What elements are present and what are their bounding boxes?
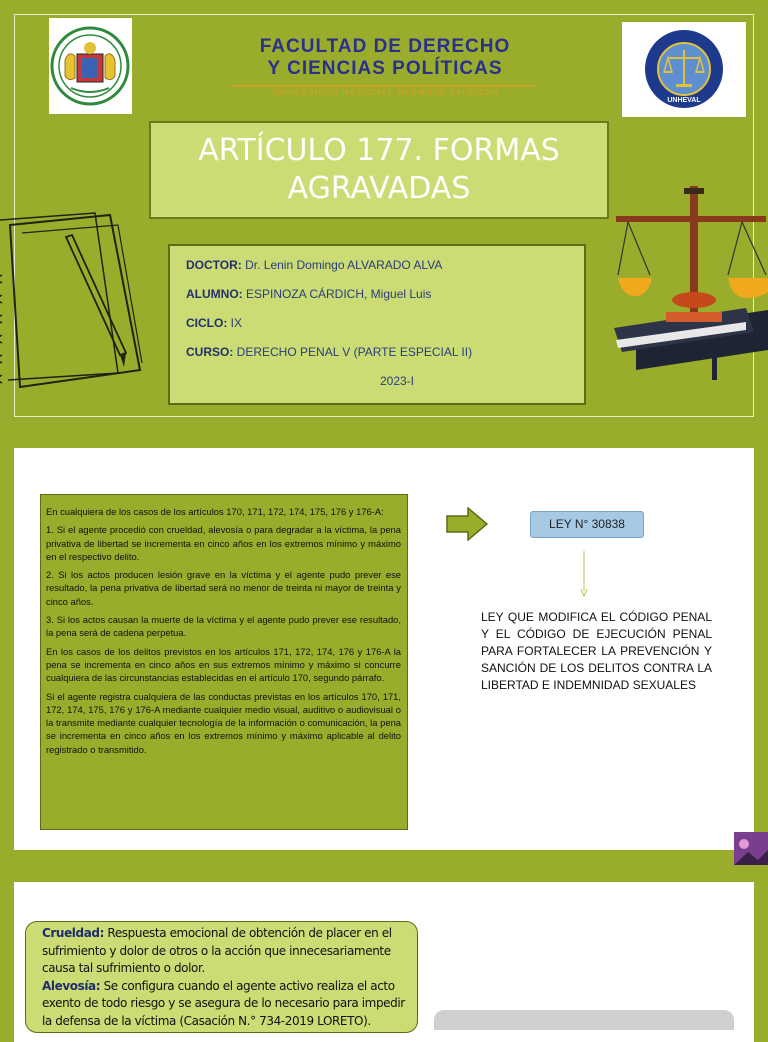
right-arrow-icon <box>446 507 488 541</box>
article-paragraph: 1. Si el agente procedió con crueldad, alevosía o para degradar a la víctima, la pena privativa de libertad se incrementa en cinco años en los extremos mínimo y máximo en el respectivo delito. <box>46 524 401 562</box>
info-alumno: ALUMNO: ESPINOZA CÁRDICH, Miguel Luis <box>186 287 432 301</box>
law-description: LEY QUE MODIFICA EL CÓDIGO PENAL Y EL CÓDIGO DE EJECUCIÓN PENAL PARA FORTALECER LA PREVENCIÓN Y SANCIÓN DE LOS DELITOS CONTRA LA LIBERTAD E INDEMNIDAD SEXUALES <box>481 610 712 692</box>
down-arrow-icon <box>580 551 588 597</box>
faculty-name: FACULTAD DE DERECHO Y CIENCIAS POLÍTICAS <box>259 36 511 79</box>
faculty-shield-logo <box>49 18 132 114</box>
definition-crueldad: Crueldad: Respuesta emocional de obtención de placer en el sufrimiento y dolor de otros o la acción que innecesariamente causa tal sufrimiento o dolor. <box>42 926 392 975</box>
thumbnail-image <box>734 832 768 865</box>
article-paragraph: 3. Si los actos causan la muerte de la víctima y el agente pudo prever ese resultado, la pena será de cadena perpetua. <box>46 614 401 639</box>
university-seal-logo <box>622 22 746 117</box>
definition-alevosia: Alevosía: Se configura cuando el agente activo realiza el acto exento de todo riesgo y se asegura de lo necesario para impedir la defensa de la víctima (Casación N.° 734-2019 LORETO). <box>42 978 405 1028</box>
info-ciclo: CICLO: IX <box>186 316 242 330</box>
info-year: 2023-I <box>379 374 415 388</box>
university-name: UNIVERSIDAD NACIONAL HERMILIO VALDIZAN <box>270 88 500 97</box>
seal-text: UNHEVAL <box>667 97 701 104</box>
scales-of-justice-icon <box>606 180 768 380</box>
info-curso: CURSO: DERECHO PENAL V (PARTE ESPECIAL II) <box>186 345 473 359</box>
article-paragraph: En los casos de los delitos previstos en los artículos 171, 172, 174, 176 y 176-A la pena se incrementa en cinco años en sus extremos mínimo y máximo si concurre cualquiera de las circunstancias establecidas en el artículo 170, segundo párrafo. <box>46 645 401 684</box>
presentation-title-box <box>149 121 609 219</box>
article-paragraph: En cualquiera de los casos de los artículos 170, 171, 172, 174, 175, 176 y 176-A: <box>46 506 384 517</box>
law-number-badge: LEY N° 30838 <box>530 511 644 538</box>
article-paragraph: Si el agente registra cualquiera de las conductas previstas en los artículos 170, 171, 172, 174, 175, 176 y 176-A mediante cualquier medio visual, auditivo o audiovisual o la transmite mediante cualquier tecnología de la información o comunicación, la pena se incrementa en cinco años en los extremos mínimo y máximo aplicable al delito registrado o transmitido. <box>46 690 401 755</box>
article-text-box <box>40 494 408 830</box>
partial-image <box>434 1010 734 1030</box>
notebook-illustration <box>0 205 150 395</box>
faculty-underline <box>232 85 534 87</box>
info-doctor: DOCTOR: Dr. Lenin Domingo ALVARADO ALVA <box>186 258 443 272</box>
article-paragraph: 2. Si los actos producen lesión grave en la víctima y el agente pudo prever ese resultado, la pena privativa de libertad será no menor de treinta ni mayor de treinta y cinco años. <box>46 569 401 607</box>
presentation-title: ARTÍCULO 177. FORMAS AGRAVADAS <box>198 133 560 206</box>
course-info-box <box>168 244 586 405</box>
definitions-box <box>25 921 418 1033</box>
